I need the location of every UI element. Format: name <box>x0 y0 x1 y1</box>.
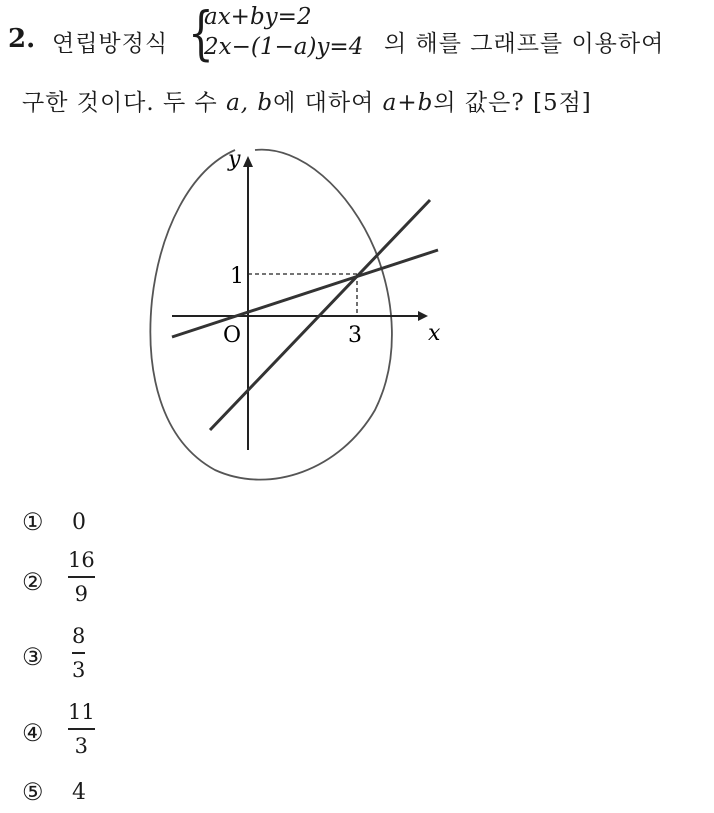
choice-4-denominator: 3 <box>74 733 89 758</box>
question-line2-expr: a+b <box>382 90 434 116</box>
choice-5-marker[interactable]: ⑤ <box>22 778 44 806</box>
question-line2-vars: a, b <box>226 90 274 116</box>
choice-3-fraction[interactable] <box>72 622 85 684</box>
choice-4-numerator: 11 <box>68 700 95 724</box>
choice-3-numerator: 8 <box>72 624 86 648</box>
choice-4-marker[interactable]: ④ <box>22 719 44 747</box>
choice-2-marker[interactable]: ② <box>22 568 44 596</box>
line-shallow <box>172 250 438 337</box>
fraction-bar <box>72 652 85 654</box>
choice-3-denominator: 3 <box>72 657 86 682</box>
system-equation-1: ax+by=2 <box>204 4 312 30</box>
question-line2-part3: 의 값은? [5점] <box>433 90 592 116</box>
system-brace: { <box>188 0 214 67</box>
y-tick-label: 1 <box>230 264 244 289</box>
system-equation-2: 2x−(1−a)y=4 <box>204 34 364 60</box>
question-line2-part1: 구한 것이다. 두 수 <box>22 90 218 116</box>
question-line2-part2: 에 대하여 <box>273 90 375 116</box>
handdrawn-circle <box>150 150 392 480</box>
choice-1-value[interactable]: 0 <box>72 510 86 535</box>
fraction-bar <box>68 576 95 578</box>
choice-5-value[interactable]: 4 <box>72 780 86 805</box>
choice-2-denominator: 9 <box>74 581 89 606</box>
question-number: 2. <box>8 24 36 54</box>
y-axis-label: y <box>228 147 241 172</box>
question-intro: 연립방정식 <box>52 31 169 57</box>
choice-2-numerator: 16 <box>68 548 95 572</box>
fraction-bar <box>68 728 95 730</box>
y-axis-arrow <box>243 156 253 167</box>
choice-1-marker[interactable]: ① <box>22 508 44 536</box>
choice-3-marker[interactable]: ③ <box>22 643 44 671</box>
x-tick-label: 3 <box>348 323 362 348</box>
choice-2-fraction[interactable] <box>68 546 95 608</box>
question-line1-rest: 의 해를 그래프를 이용하여 <box>384 31 665 57</box>
choice-4-fraction[interactable] <box>68 698 95 760</box>
origin-label: O <box>223 323 242 348</box>
x-axis-arrow <box>418 311 428 321</box>
x-axis-label: x <box>428 321 441 346</box>
